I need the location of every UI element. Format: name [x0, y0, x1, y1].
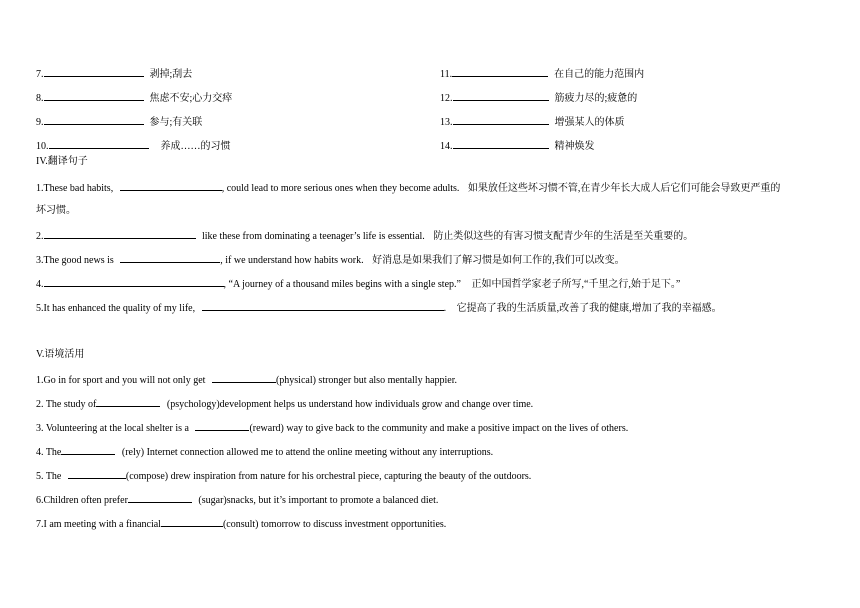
- vocab-item-14: [440, 138, 595, 152]
- context-item-5: [36, 468, 531, 482]
- context-item-1: [36, 372, 457, 386]
- vocab-item-13: [440, 114, 625, 128]
- chinese-translation: 它提高了我的生活质量,改善了我的健康,增加了我的幸福感。: [456, 303, 722, 314]
- word-hint-and-rest: (reward) way to give back to the community and make a positive impact on the lives of others.: [249, 423, 629, 434]
- vocab-meaning: 增强某人的体质: [554, 117, 625, 128]
- answer-blank[interactable]: [96, 396, 160, 407]
- sentence-start: 7.I am meeting with a financial: [36, 519, 161, 530]
- vocab-meaning: 在自己的能力范围内: [554, 69, 645, 80]
- vocab-item-11: [440, 66, 644, 80]
- translation-item-1: [36, 180, 780, 194]
- vocab-meaning: 精神焕发: [554, 141, 595, 152]
- answer-blank[interactable]: [44, 66, 144, 77]
- answer-blank[interactable]: [44, 114, 144, 125]
- section-4-title: IV.翻译句子: [36, 156, 88, 167]
- section-5-title: V.语境活用: [36, 349, 85, 360]
- answer-blank[interactable]: [161, 516, 223, 527]
- answer-blank[interactable]: [452, 66, 548, 77]
- context-item-4: [36, 444, 493, 458]
- answer-blank[interactable]: [128, 492, 192, 503]
- vocab-item-7: [36, 66, 192, 80]
- context-item-7: [36, 516, 446, 530]
- vocab-meaning: 剥掉;刮去: [149, 69, 193, 80]
- vocab-item-9: [36, 114, 202, 128]
- translation-item-4: [36, 276, 680, 290]
- answer-blank[interactable]: [212, 372, 276, 383]
- vocab-meaning: 参与;有关联: [149, 117, 203, 128]
- answer-blank[interactable]: [202, 300, 444, 311]
- sentence-start: 2. The study of: [36, 399, 97, 410]
- answer-blank[interactable]: [68, 468, 126, 479]
- vocab-number: 9.: [36, 117, 44, 128]
- sentence-start: 5.It has enhanced the quality of my life,: [36, 303, 196, 314]
- vocab-meaning: 筋疲力尽的;疲惫的: [554, 93, 638, 104]
- translation-item-2: [36, 228, 693, 242]
- sentence-end: , could lead to more serious ones when they become adults.: [221, 183, 460, 194]
- answer-blank[interactable]: [120, 252, 220, 263]
- word-hint-and-rest: (psychology)development helps us understand how individuals grow and change over time.: [166, 399, 534, 410]
- answer-blank[interactable]: [44, 276, 224, 287]
- answer-blank[interactable]: [195, 420, 249, 431]
- sentence-end: , if we understand how habits work.: [220, 255, 364, 266]
- vocab-meaning: 养成……的习惯: [160, 141, 231, 152]
- answer-blank[interactable]: [120, 180, 222, 191]
- translation-item-1-cont: [36, 204, 76, 218]
- vocab-item-8: [36, 90, 232, 104]
- word-hint-and-rest: (rely) Internet connection allowed me to attend the online meeting without any interruptions.: [121, 447, 494, 458]
- context-item-2: [36, 396, 533, 410]
- sentence-start: 2.: [36, 231, 44, 242]
- vocab-item-10: [36, 138, 231, 152]
- chinese-translation: 好消息是如果我们了解习惯是如何工作的,我们可以改变。: [372, 255, 625, 266]
- sentence-start: 1.Go in for sport and you will not only get: [36, 375, 206, 386]
- word-hint-and-rest: (physical) stronger but also mentally happier.: [275, 375, 458, 386]
- chinese-translation: 正如中国哲学家老子所写,“千里之行,始于足下。”: [471, 279, 681, 290]
- chinese-translation: 如果放任这些坏习惯不管,在青少年长大成人后它们可能会导致更严重的: [467, 183, 781, 194]
- sentence-end: , “A journey of a thousand miles begins with a single step.”: [223, 279, 461, 290]
- sentence-start: 5. The: [36, 471, 62, 482]
- sentence-start: 4.: [36, 279, 44, 290]
- sentence-end: .: [443, 303, 447, 314]
- chinese-translation-continued: 坏习惯。: [36, 205, 76, 216]
- word-hint-and-rest: (consult) tomorrow to discuss investment opportunities.: [222, 519, 447, 530]
- vocab-item-12: [440, 90, 637, 104]
- sentence-start: 6.Children often prefer: [36, 495, 128, 506]
- sentence-start: 4. The: [36, 447, 62, 458]
- chinese-translation: 防止类似这些的有害习惯支配青少年的生活是至关重要的。: [433, 231, 694, 242]
- word-hint-and-rest: (sugar)snacks, but it’s important to promote a balanced diet.: [198, 495, 439, 506]
- answer-blank[interactable]: [49, 138, 149, 149]
- vocab-number: 10.: [36, 141, 49, 152]
- answer-blank[interactable]: [61, 444, 115, 455]
- answer-blank[interactable]: [453, 90, 549, 101]
- translation-item-3: [36, 252, 625, 266]
- context-item-3: [36, 420, 628, 434]
- answer-blank[interactable]: [453, 138, 549, 149]
- sentence-start: 1.These bad habits,: [36, 183, 114, 194]
- vocab-number: 11.: [440, 69, 453, 80]
- sentence-start: 3.The good news is: [36, 255, 114, 266]
- vocab-number: 12.: [440, 93, 453, 104]
- vocab-number: 7.: [36, 69, 44, 80]
- vocab-number: 13.: [440, 117, 453, 128]
- sentence-end: like these from dominating a teenager’s life is essential.: [202, 231, 425, 242]
- translation-item-5: [36, 300, 722, 314]
- answer-blank[interactable]: [44, 228, 196, 239]
- answer-blank[interactable]: [453, 114, 549, 125]
- context-item-6: [36, 492, 438, 506]
- vocab-number: 14.: [440, 141, 453, 152]
- answer-blank[interactable]: [44, 90, 144, 101]
- word-hint-and-rest: (compose) drew inspiration from nature for his orchestral piece, capturing the beauty of the outdoors.: [125, 471, 532, 482]
- sentence-start: 3. Volunteering at the local shelter is a: [36, 423, 189, 434]
- vocab-number: 8.: [36, 93, 44, 104]
- vocab-meaning: 焦虑不安;心力交瘁: [149, 93, 233, 104]
